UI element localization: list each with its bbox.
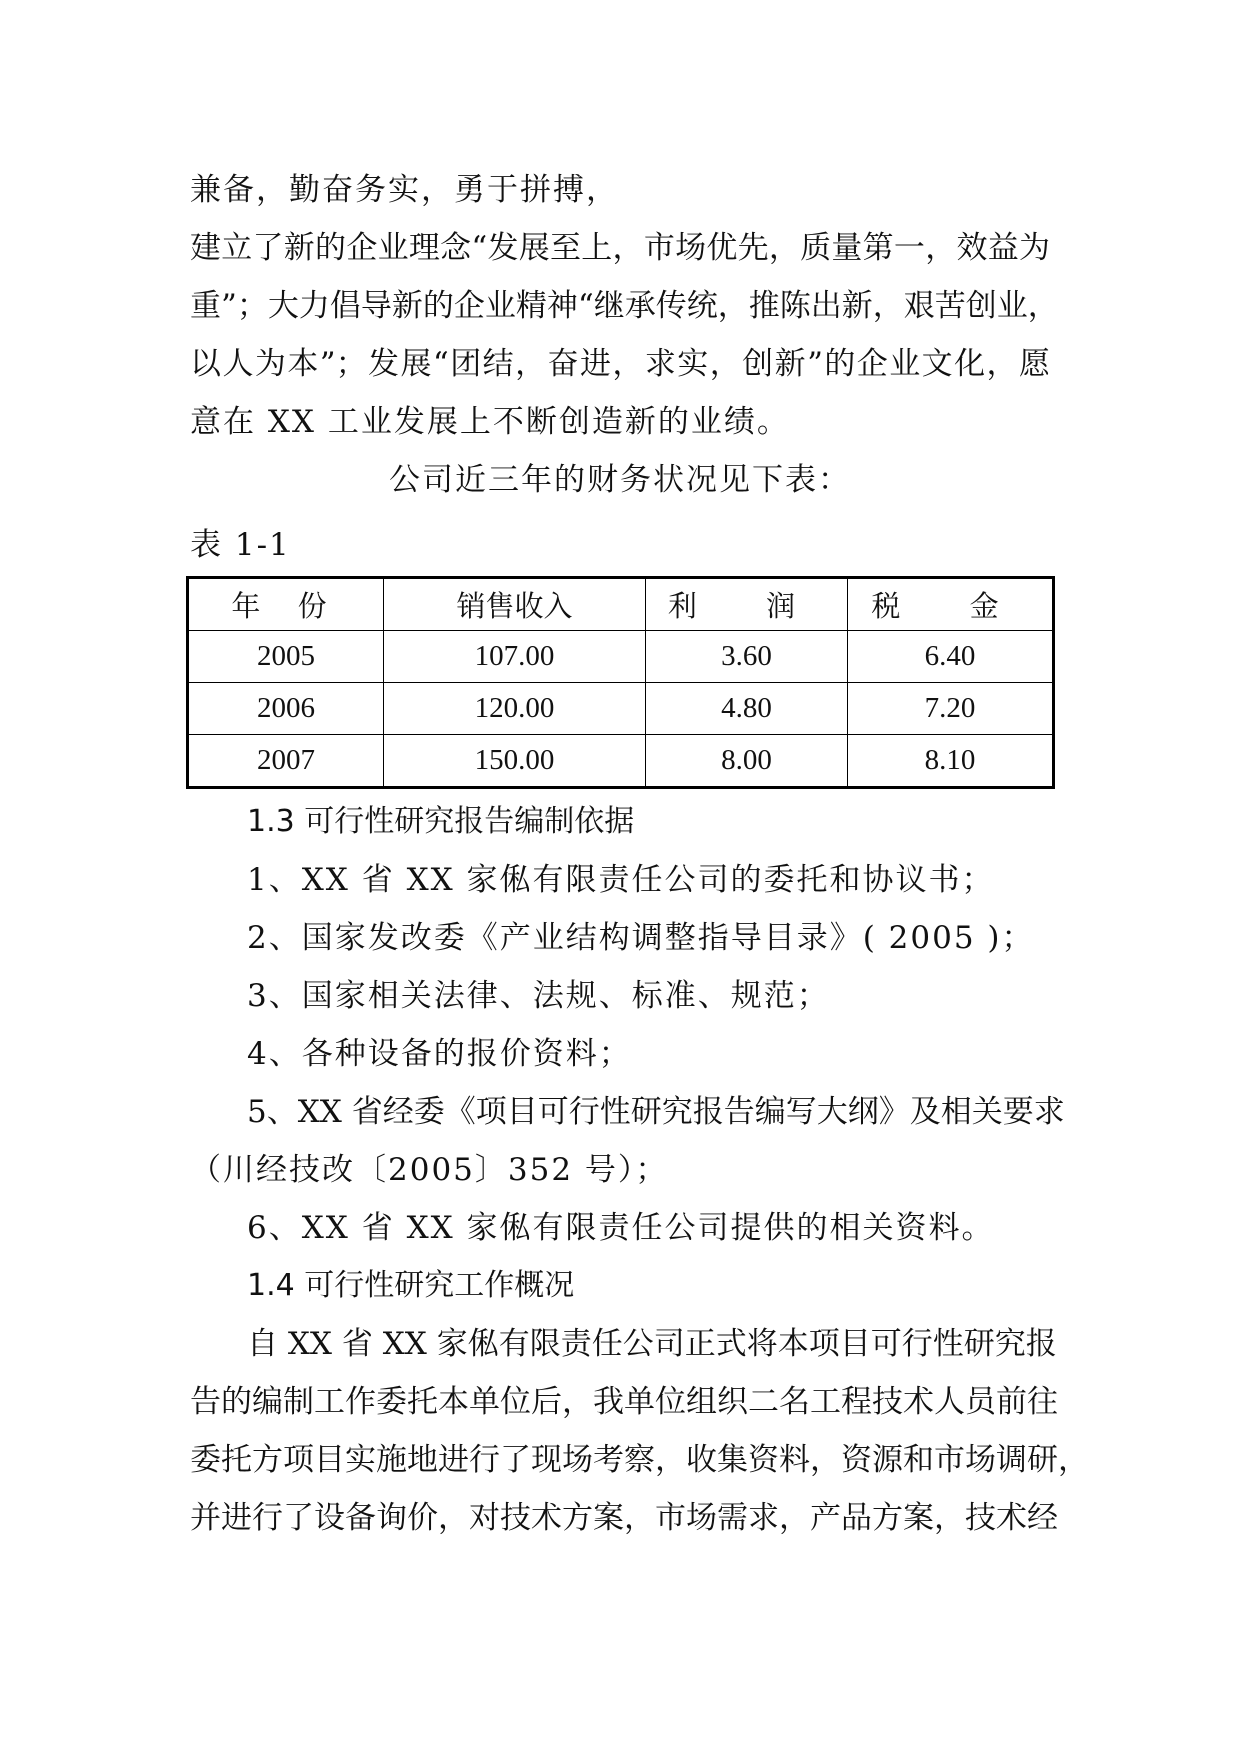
cell-sales: 120.00 bbox=[384, 683, 646, 735]
table-intro: 公司近三年的财务状况见下表： bbox=[389, 462, 851, 498]
header-tax: 税 金 bbox=[848, 578, 1054, 631]
header-year: 年 份 bbox=[188, 578, 384, 631]
cell-profit: 4.80 bbox=[646, 683, 848, 735]
cell-year: 2005 bbox=[188, 631, 384, 683]
table-row bbox=[188, 735, 1054, 788]
cell-tax: 6.40 bbox=[848, 631, 1054, 683]
paragraph-line: 建立了新的企业理念“发展至上，市场优先，质量第一，效益为 bbox=[190, 230, 1050, 266]
paragraph-line: 意在 XX 工业发展上不断创造新的业绩。 bbox=[190, 404, 790, 440]
list-item: 2、国家发改委《产业结构调整指导目录》( 2005 )； bbox=[247, 920, 1035, 956]
section-heading-1-3: 1.3 可行性研究报告编制依据 bbox=[247, 804, 635, 839]
header-sales: 销售收入 bbox=[384, 578, 646, 631]
list-item: 4、各种设备的报价资料； bbox=[247, 1036, 632, 1072]
table-row bbox=[188, 683, 1054, 735]
header-profit: 利 润 bbox=[646, 578, 848, 631]
table-row bbox=[188, 631, 1054, 683]
cell-tax: 7.20 bbox=[848, 683, 1054, 735]
cell-sales: 107.00 bbox=[384, 631, 646, 683]
cell-year: 2007 bbox=[188, 735, 384, 788]
cell-sales: 150.00 bbox=[384, 735, 646, 788]
list-item: 5、XX 省经委《项目可行性研究报告编写大纲》及相关要求 bbox=[247, 1094, 1065, 1130]
section-heading-1-4: 1.4 可行性研究工作概况 bbox=[247, 1268, 575, 1303]
cell-tax: 8.10 bbox=[848, 735, 1054, 788]
table-header-row bbox=[188, 578, 1054, 631]
cell-profit: 3.60 bbox=[646, 631, 848, 683]
paragraph-line: 委托方项目实施地进行了现场考察，收集资料，资源和市场调研， bbox=[190, 1442, 1089, 1478]
cell-profit: 8.00 bbox=[646, 735, 848, 788]
paragraph-line: 自 XX 省 XX 家俬有限责任公司正式将本项目可行性研究报 bbox=[247, 1326, 1057, 1362]
list-item-continuation: （川经技改〔2005〕352 号）； bbox=[190, 1152, 669, 1188]
list-item: 3、国家相关法律、法规、标准、规范； bbox=[247, 978, 830, 1014]
paragraph-line: 兼备，勤奋务实，勇于拼搏， bbox=[190, 172, 619, 208]
cell-year: 2006 bbox=[188, 683, 384, 735]
paragraph-line: 重”；大力倡导新的企业精神“继承传统，推陈出新，艰苦创业， bbox=[190, 288, 1059, 324]
paragraph-line: 告的编制工作委托本单位后，我单位组织二名工程技术人员前往 bbox=[190, 1384, 1058, 1420]
paragraph-line: 以人为本”；发展“团结，奋进，求实，创新”的企业文化，愿 bbox=[190, 346, 1050, 382]
table-caption: 表 1-1 bbox=[190, 527, 291, 563]
list-item: 6、XX 省 XX 家俬有限责任公司提供的相关资料。 bbox=[247, 1210, 995, 1246]
financial-table bbox=[186, 576, 1055, 789]
list-item: 1、XX 省 XX 家俬有限责任公司的委托和协议书； bbox=[247, 862, 995, 898]
paragraph-line: 并进行了设备询价，对技术方案，市场需求，产品方案，技术经 bbox=[190, 1500, 1058, 1536]
